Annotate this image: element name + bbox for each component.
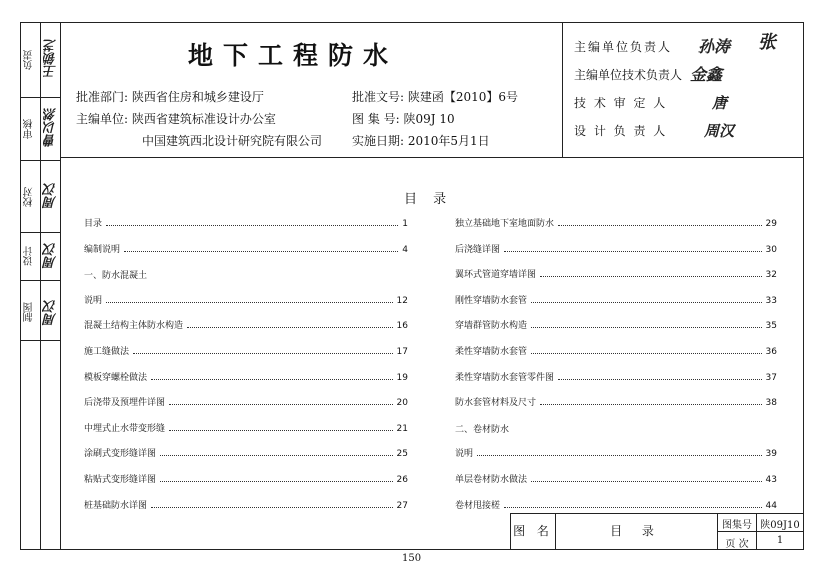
toc-entry-page: 27 [396, 500, 408, 511]
toc-entry-title: 中埋式止水带变形缝 [84, 423, 166, 434]
toc-entry[interactable] [455, 239, 777, 255]
toc-entry-title: 施工缝做法 [84, 347, 130, 357]
toc-leader-dots [124, 251, 398, 252]
toc-entry-page: 43 [765, 475, 777, 485]
toc-entry-title: 柔性穿墙防水套管 [455, 347, 528, 357]
approver-label: 批准部门: [76, 90, 129, 104]
toc-entry-title: 后浇缝详图 [455, 244, 501, 255]
toc-entry[interactable] [455, 469, 777, 485]
toc-entry-page: 25 [396, 449, 408, 460]
date-label: 实施日期: [352, 134, 405, 148]
toc-leader-dots [133, 353, 393, 354]
toc-leader-dots [540, 276, 762, 277]
toc-leader-dots [531, 302, 762, 303]
responsible-label-3: 技 术 审 定 人 [574, 96, 668, 110]
titleblock-left [510, 513, 511, 550]
toc-entry-title: 柔性穿墙防水套管零件图 [455, 372, 555, 383]
toc-leader-dots [169, 430, 393, 431]
toc-entry[interactable] [84, 495, 408, 511]
atlas-value: 陕09J 10 [403, 112, 455, 126]
toc-entry[interactable] [84, 418, 408, 434]
toc-entry-title: 单层卷材防水做法 [455, 475, 528, 485]
footer-page-number: 150 [402, 553, 422, 564]
responsible-signature-3: 唐 [712, 94, 728, 112]
date-value: 2010年5月1日 [407, 134, 490, 148]
toc-entry[interactable] [455, 392, 777, 408]
toc-leader-dots [169, 404, 393, 405]
toc-entry-page: 20 [396, 398, 408, 409]
toc-entry-page: 39 [765, 449, 777, 460]
sidebar-role-check: 校对 [24, 187, 35, 207]
toc-entry-page: 38 [765, 398, 777, 409]
toc-entry-page: 33 [765, 295, 777, 306]
page-title: 地下工程防水 [188, 41, 399, 70]
toc-entry-page: 16 [396, 321, 408, 332]
toc-entry-title: 后浇带及预埋件详图 [84, 398, 166, 409]
toc-entry-page: 44 [765, 500, 777, 511]
toc-entry[interactable] [455, 443, 777, 459]
responsible-label-1: 主编单位负责人 [574, 40, 673, 54]
toc-leader-dots [151, 507, 393, 508]
toc-entry[interactable] [84, 341, 408, 357]
responsible-signature-4: 周汉 [704, 122, 735, 140]
editor-value-2: 中国建筑西北设计研究院有限公司 [142, 134, 323, 148]
atlas-label: 图 集 号: [352, 112, 400, 126]
toc-entry-page: 17 [396, 347, 408, 357]
doc-no-value: 陕建函【2010】6号 [407, 90, 519, 104]
header-divider [60, 157, 804, 158]
header-right-divider [562, 22, 563, 157]
toc-entry-page: 4 [402, 244, 408, 255]
toc-leader-dots [558, 379, 762, 380]
titleblock-name-value: 目 录 [610, 524, 662, 538]
toc-entry[interactable] [84, 469, 408, 485]
toc-leader-dots [160, 481, 393, 482]
toc-entry-title: 桩基础防水详图 [84, 500, 148, 511]
sidebar-role-drafting: 制图 [24, 302, 35, 322]
toc-entry-page: 19 [396, 372, 408, 383]
toc-entry-title: 目录 [84, 219, 103, 229]
toc-leader-dots [160, 455, 393, 456]
toc-entry-page: 32 [765, 270, 777, 281]
toc-entry-page: 1 [402, 219, 408, 229]
toc-entry-title: 混凝土结构主体防水构造 [84, 321, 184, 332]
toc-entry-page: 35 [765, 321, 777, 332]
titleblock-mid [717, 531, 804, 532]
toc-entry[interactable] [84, 290, 408, 306]
toc-entry[interactable] [455, 495, 777, 511]
toc-entry-title: 穿墙群管防水构造 [455, 321, 528, 332]
corner-signature: 张 [758, 32, 776, 53]
toc-entry-title: 说明 [84, 295, 103, 306]
toc-leader-dots [106, 302, 393, 303]
toc-entry-title: 编制说明 [84, 244, 121, 255]
toc-entry-title: 独立基础地下室地面防水 [455, 219, 555, 229]
editor-value-1: 陕西省建筑标准设计办公室 [131, 112, 276, 126]
editor-label: 主编单位: [76, 112, 129, 126]
sidebar-role-lead: 负责 [24, 50, 35, 70]
toc-entry-page: 26 [396, 475, 408, 485]
toc-entry[interactable] [455, 264, 777, 280]
titleblock-page-value: 1 [776, 535, 784, 546]
toc-leader-dots [504, 507, 762, 508]
toc-entry-page: 37 [765, 372, 777, 383]
toc-entry-title: 卷材甩接槎 [455, 500, 501, 511]
toc-leader-dots [151, 379, 393, 380]
toc-entry[interactable] [84, 443, 408, 459]
toc-entry-title: 说明 [455, 449, 474, 460]
toc-section-heading: 二、卷材防水 [455, 424, 510, 435]
toc-leader-dots [531, 327, 762, 328]
sidebar-signature-drafting: 周汉 [44, 300, 59, 326]
toc-entry-page: 30 [765, 244, 777, 255]
toc-entry[interactable] [84, 213, 408, 229]
toc-entry[interactable] [84, 315, 408, 331]
toc-entry[interactable] [84, 239, 408, 255]
toc-leader-dots [504, 251, 762, 252]
toc-entry[interactable] [455, 315, 777, 331]
toc-leader-dots [187, 327, 393, 328]
toc-heading: 目 录 [404, 192, 453, 207]
toc-leader-dots [477, 455, 762, 456]
toc-leader-dots [531, 353, 762, 354]
toc-entry-title: 模板穿螺栓做法 [84, 372, 148, 383]
toc-entry-title: 防水套管材料及尺寸 [455, 398, 537, 409]
sidebar-signature-design: 周汉 [44, 243, 59, 269]
titleblock-name-label: 图 名 [513, 524, 553, 538]
toc-leader-dots [106, 225, 398, 226]
sidebar-signature-review: 曹以然 [44, 108, 59, 148]
toc-entry[interactable] [84, 367, 408, 383]
toc-section-heading: 一、防水混凝土 [84, 271, 148, 282]
responsible-signature-1: 孙涛 [698, 37, 731, 56]
toc-entry-title: 刚性穿墙防水套管 [455, 295, 528, 306]
sidebar-role-review: 审核 [24, 119, 35, 139]
toc-entry-page: 12 [396, 295, 408, 306]
toc-entry[interactable] [455, 367, 777, 383]
titleblock-page-label: 页 次 [725, 539, 749, 550]
titleblock-atlas-value: 陕09J10 [760, 520, 800, 531]
toc-leader-dots [531, 481, 762, 482]
doc-no-label: 批准文号: [352, 90, 405, 104]
toc-entry[interactable] [455, 341, 777, 357]
sidebar-split [40, 22, 41, 550]
toc-leader-dots [540, 404, 762, 405]
toc-entry-title: 翼环式管道穿墙详图 [455, 270, 537, 281]
toc-entry-title: 粘贴式变形缝详图 [84, 475, 157, 485]
responsible-label-4: 设 计 负 责 人 [574, 124, 668, 138]
toc-entry-page: 21 [396, 423, 408, 434]
sidebar-role-design: 设计 [24, 246, 35, 266]
toc-entry[interactable] [455, 290, 777, 306]
titleblock-atlas-label: 图集号 [722, 520, 752, 531]
approver-value: 陕西省住房和城乡建设厅 [131, 90, 264, 104]
toc-entry-title: 涂刷式变形缝详图 [84, 449, 157, 460]
sidebar-signature-check: 周汉 [44, 183, 59, 209]
responsible-signature-2: 金鑫 [690, 65, 723, 84]
toc-entry-page: 36 [765, 347, 777, 357]
toc-entry[interactable] [84, 392, 408, 408]
toc-entry[interactable] [455, 213, 777, 229]
toc-leader-dots [558, 225, 762, 226]
sidebar-signature-lead: 王锁芝 [44, 39, 59, 79]
responsible-label-2: 主编单位技术负责人 [574, 68, 683, 82]
toc-entry-page: 29 [765, 219, 777, 229]
